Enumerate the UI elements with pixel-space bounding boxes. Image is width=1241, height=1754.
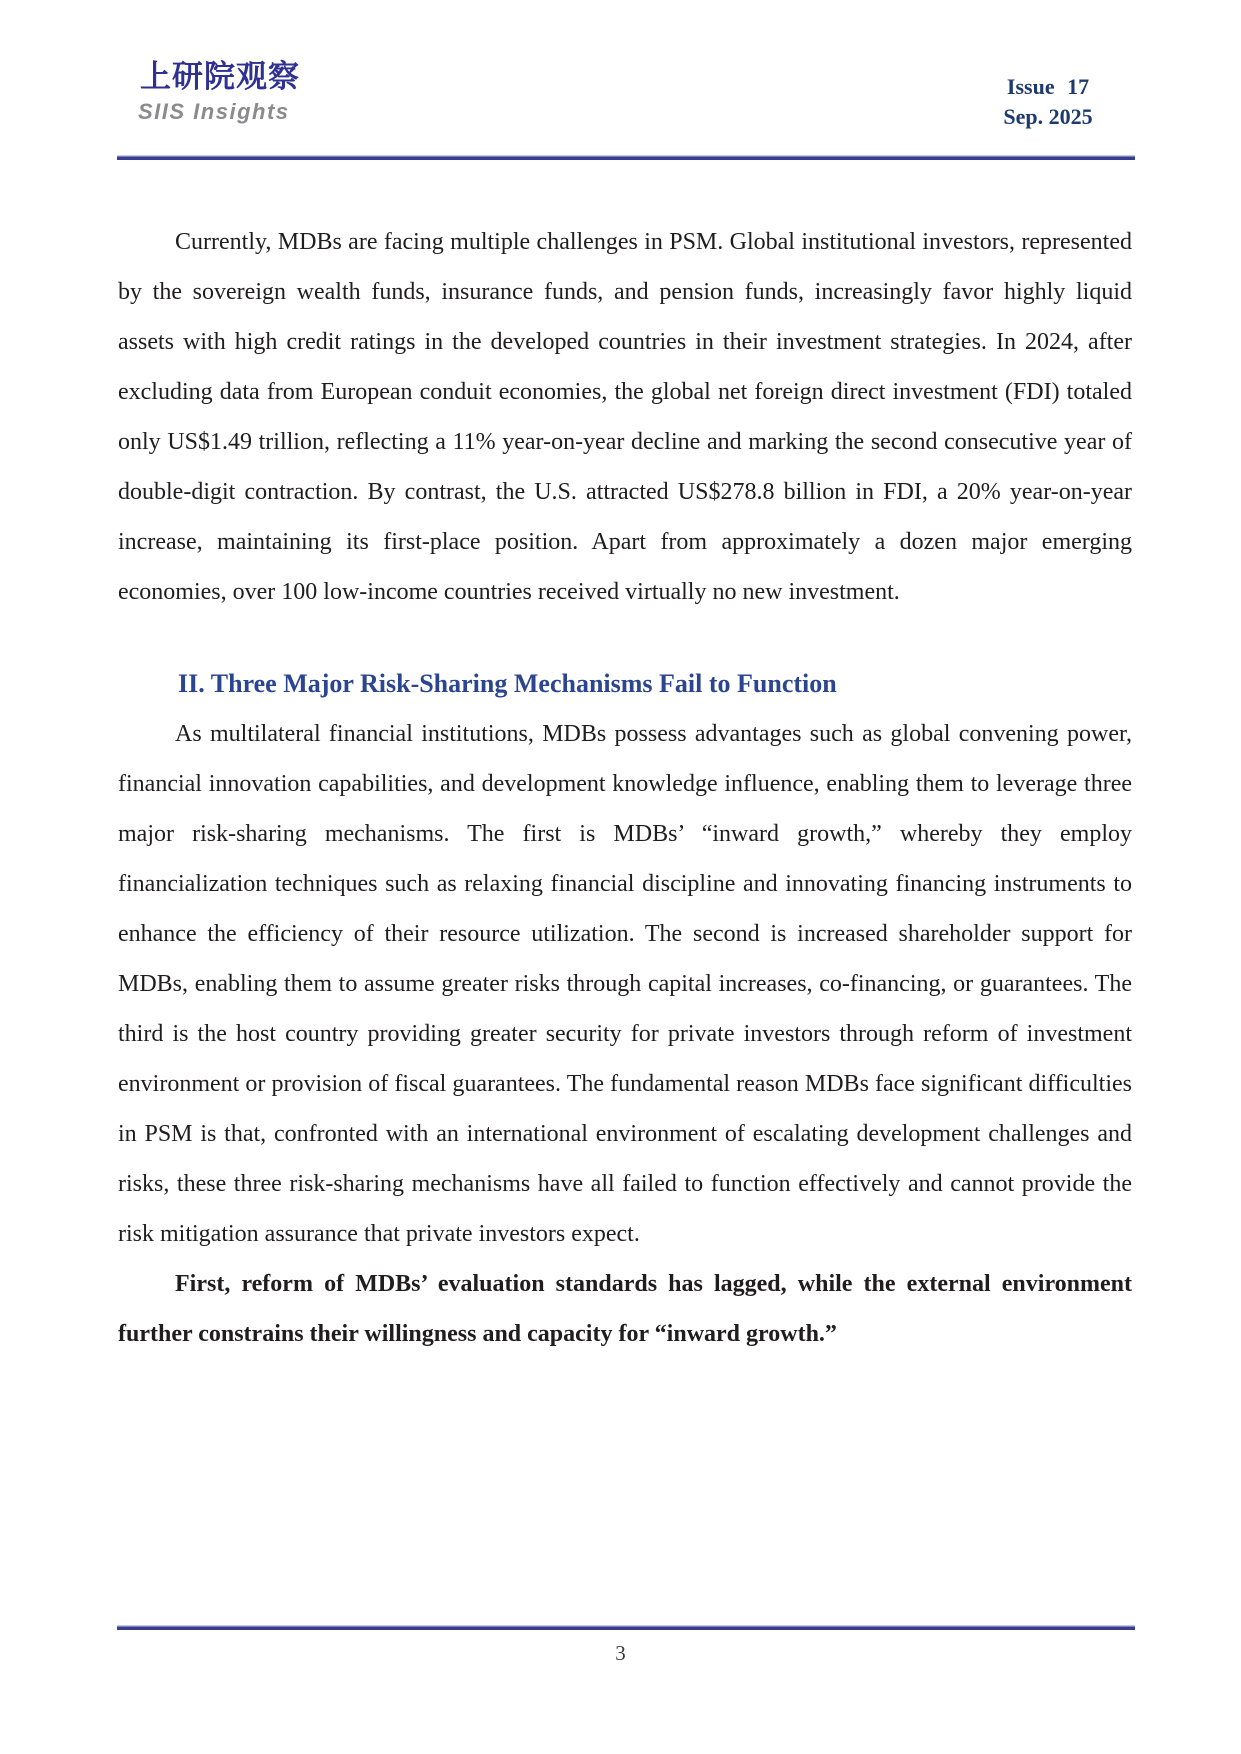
logo-english: SIIS Insights bbox=[138, 99, 290, 124]
paragraph-fdi-challenges: Currently, MDBs are facing multiple challenges in PSM. Global institutional investors, represented by the sovereign wealth funds, insurance funds, and pension funds, increasingly favor highly liquid assets with high credit ratings in the developed countries in their investment strategies. In 2024, after excluding data from European conduit economies, the global net foreign direct investment (FDI) totaled only US$1.49 trillion, reflecting a 11% year-on-year decline and marking the second consecutive year of double-digit contraction. By contrast, the U.S. attracted US$278.8 billion in FDI, a 20% year-on-year increase, maintaining its first-place position. Apart from approximately a dozen major emerging economies, over 100 low-income countries received virtually no new investment. bbox=[118, 229, 1132, 605]
logo-chinese: 上研院观察 bbox=[140, 59, 300, 95]
paragraph-risk-sharing-mechanisms: As multilateral financial institutions, MDBs possess advantages such as global convening power, financial innovation capabilities, and development knowledge influence, enabling them to leverage three major risk-sharing mechanisms. The first is MDBs’ “inward growth,” whereby they employ financialization techniques such as relaxing financial discipline and innovating financing instruments to enhance the efficiency of their resource utilization. The second is increased shareholder support for MDBs, enabling them to assume greater risks through capital increases, co-financing, or guarantees. The third is the host country providing greater security for private investors through reform of investment environment or provision of fiscal guarantees. The fundamental reason MDBs face significant difficulties in PSM is that, confronted with an international environment of escalating development challenges and risks, these three risk-sharing mechanisms have all failed to function effectively and cannot provide the risk mitigation assurance that private investors expect. bbox=[118, 721, 1132, 1247]
issue-number: Issue 17 bbox=[1006, 74, 1090, 99]
issue-block bbox=[948, 72, 1148, 132]
document-body bbox=[118, 217, 1132, 1359]
footer-rule bbox=[117, 1625, 1135, 1630]
page-number: 3 bbox=[615, 1641, 626, 1665]
paragraph-first-point-bold: First, reform of MDBs’ evaluation standards has lagged, while the external environment further constrains their willingness and capacity for “inward growth.” bbox=[118, 1271, 1132, 1347]
header-rule bbox=[117, 155, 1135, 160]
issue-date: Sep. 2025 bbox=[1003, 104, 1093, 129]
section-heading: II. Three Major Risk-Sharing Mechanisms Fail to Function bbox=[178, 669, 837, 698]
